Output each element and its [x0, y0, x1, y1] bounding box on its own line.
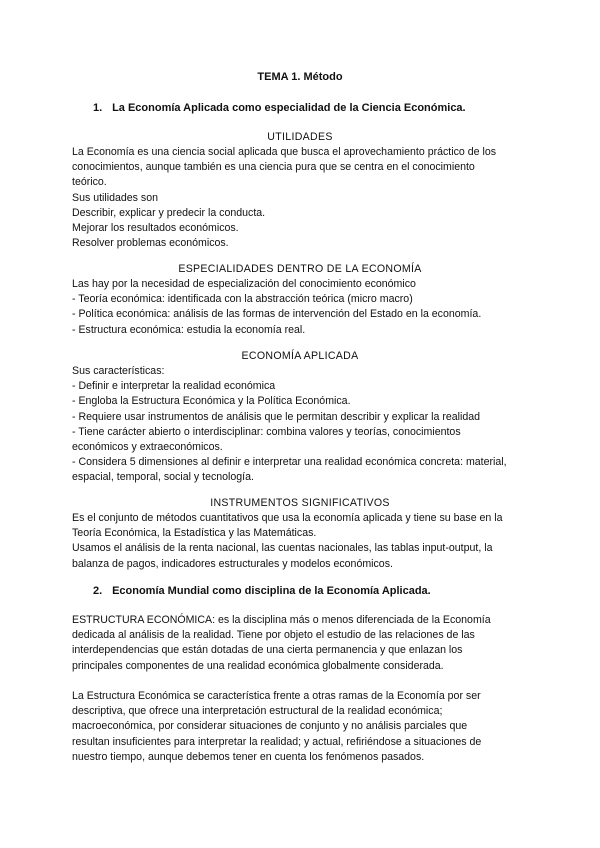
text-line: Describir, explicar y predecir la conducta. [72, 206, 266, 219]
text-line: balanza de pagos, indicadores estructurales y modelos económicos. [72, 557, 393, 570]
document-title: TEMA 1. Método [257, 71, 343, 83]
especialidades-body [72, 277, 534, 338]
text-line: Teoría Económica, la Estadística y las Matemáticas. [72, 527, 317, 540]
utilidades-body [72, 145, 534, 251]
text-line: Sus utilidades son [72, 191, 158, 204]
economia-aplicada-heading: ECONOMÍA APLICADA [241, 350, 359, 362]
text-line: Las hay por la necesidad de especialización del conocimiento económico [72, 278, 416, 290]
text-line: Mejorar los resultados económicos. [72, 222, 239, 235]
text-line: Resolver problemas económicos. [72, 237, 229, 250]
text-line: dedicada al análisis de la realidad. Tiene por objeto el estudio de las relaciones de las [72, 629, 475, 642]
text-line: teórico. [72, 176, 107, 189]
section-2-heading [93, 584, 431, 599]
text-line: resultan insuficientes para interpretar la realidad; y actual, refiriéndose a situaciones de [72, 735, 482, 748]
text-line: macroeconómica, por considerar situaciones de conjunto y no análisis parciales que [72, 720, 468, 733]
text-line: principales componentes de una realidad económica globalmente considerada. [72, 659, 444, 672]
text-line: - Tiene carácter abierto o interdisciplinar: combina valores y teorías, conocimientos [72, 425, 461, 438]
text-line: conocimientos, aunque también es una ciencia pura que se centra en el conocimiento [72, 161, 475, 174]
text-line: - Considera 5 dimensiones al definir e interpretar una realidad económica concreta: material, [72, 456, 507, 469]
text-line: Sus características: [72, 365, 165, 377]
text-line: - Política económica: análisis de las formas de intervención del Estado en la economía. [72, 308, 482, 321]
text-line: Usamos el análisis de la renta nacional, las cuentas nacionales, las tablas input-output, la [72, 542, 493, 555]
section-2-title: Economía Mundial como disciplina de la Economía Aplicada. [112, 585, 431, 597]
instrumentos-body [72, 511, 534, 572]
text-line: interdependencias que están dotadas de una cierta permanencia y que enlazan los [72, 644, 463, 657]
text-line: descriptiva, que ofrece una interpretación estructural de la realidad económica; [72, 705, 443, 718]
caracteristicas-paragraph [72, 689, 534, 765]
text-line: - Definir e interpretar la realidad económica [72, 380, 276, 393]
text-line: Es el conjunto de métodos cuantitativos que usa la economía aplicada y tiene su base en la [72, 512, 503, 524]
utilidades-heading: UTILIDADES [267, 131, 333, 143]
especialidades-heading: ESPECIALIDADES DENTRO DE LA ECONOMÍA [178, 263, 422, 275]
text-line: La Estructura Económica se característica frente a otras ramas de la Economía por ser [72, 690, 481, 702]
estructura-paragraph [72, 613, 534, 674]
text-line: nuestro tiempo, aunque debemos tener en cuenta los fenómenos pasados. [72, 750, 425, 763]
instrumentos-heading: INSTRUMENTOS SIGNIFICATIVOS [210, 497, 390, 509]
text-line: - Teoría económica: identificada con la abstracción teórica (micro macro) [72, 293, 413, 306]
text-line: - Estructura económica: estudia la economía real. [72, 323, 306, 336]
text-line: La Economía es una ciencia social aplicada que busca el aprovechamiento práctico de los [72, 146, 497, 158]
text-line: - Engloba la Estructura Económica y la Política Económica. [72, 395, 351, 408]
section-1-title: La Economía Aplicada como especialidad de la Ciencia Económica. [112, 102, 466, 114]
text-line: ESTRUCTURA ECONÓMICA: es la disciplina más o menos diferenciada de la Economía [72, 614, 491, 626]
text-line: espacial, temporal, social y tecnología. [72, 471, 254, 484]
section-1-heading [93, 101, 466, 116]
section-1-number: 1. [93, 102, 103, 114]
economia-aplicada-body [72, 364, 534, 486]
text-line: económicos y extraeconómicos. [72, 441, 223, 454]
text-line: - Requiere usar instrumentos de análisis que le permitan describir y explicar la realidad [72, 410, 481, 423]
section-2-number: 2. [93, 585, 103, 597]
